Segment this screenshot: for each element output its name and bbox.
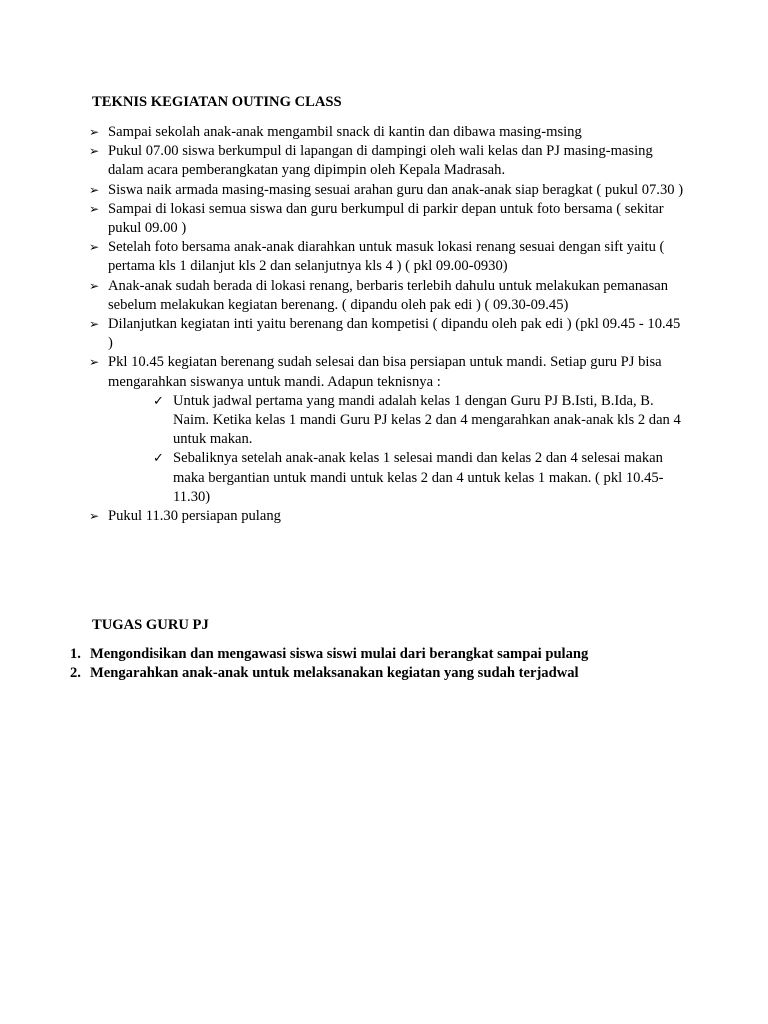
list-item bbox=[88, 277, 688, 315]
substep-text: Untuk jadwal pertama yang mandi adalah kelas 1 dengan Guru PJ B.Isti, B.Ida, B. Naim. Ketika kelas 1 mandi Guru PJ kelas 2 dan 4 mengarahkan anak-anak kls 2 dan 4 untuk makan. bbox=[173, 392, 681, 448]
task-number: 1. bbox=[70, 646, 81, 662]
arrow-bullet-icon: ➢ bbox=[89, 182, 100, 197]
section-heading-tugas: TUGAS GURU PJ bbox=[92, 617, 209, 633]
arrow-bullet-icon: ➢ bbox=[89, 125, 100, 139]
task-text: Mengondisikan dan mengawasi siswa siswi mulai dari berangkat sampai pulang bbox=[90, 646, 589, 662]
arrow-bullet-icon: ➢ bbox=[89, 355, 100, 370]
list-item bbox=[88, 353, 688, 507]
checkmark-bullet-icon: ✓ bbox=[153, 393, 164, 409]
arrow-bullet-icon: ➢ bbox=[89, 144, 100, 159]
list-item bbox=[88, 142, 688, 180]
substep-text: Sebaliknya setelah anak-anak kelas 1 selesai mandi dan kelas 2 dan 4 selesai makan maka bergantian untuk mandi untuk kelas 2 dan 4 untuk kelas 1 makan. ( pkl 10.45-11.30) bbox=[173, 450, 664, 505]
list-item bbox=[88, 200, 688, 238]
list-item bbox=[88, 123, 688, 142]
step-text: Setelah foto bersama anak-anak diarahkan untuk masuk lokasi renang sesuai dengan sift yaitu ( pertama kls 1 dilanjut kls 2 dan selanjutnya kls 4 ) ( pkl 09.00-0930) bbox=[108, 239, 665, 275]
step-text: Sampai sekolah anak-anak mengambil snack di kantin dan dibawa masing-msing bbox=[108, 124, 582, 140]
arrow-bullet-icon: ➢ bbox=[89, 317, 100, 332]
list-item bbox=[70, 664, 690, 683]
step-text: Dilanjutkan kegiatan inti yaitu berenang dan kompetisi ( dipandu oleh pak edi ) (pkl 09.45 - 10.45 ) bbox=[108, 316, 681, 352]
step-text: Pukul 07.00 siswa berkumpul di lapangan di dampingi oleh wali kelas dan PJ masing-masing dalam acara pemberangkatan yang dipimpin oleh Kepala Madrasah. bbox=[108, 143, 653, 179]
activity-steps-list bbox=[88, 123, 688, 526]
step-text: Pkl 10.45 kegiatan berenang sudah selesai dan bisa persiapan untuk mandi. Setiap guru PJ bisa mengarahkan siswanya untuk mandi. Adapun teknisnya : bbox=[108, 354, 662, 390]
list-item bbox=[70, 645, 690, 664]
arrow-bullet-icon: ➢ bbox=[89, 201, 100, 216]
arrow-bullet-icon: ➢ bbox=[89, 509, 100, 524]
arrow-bullet-icon: ➢ bbox=[89, 278, 100, 293]
list-item bbox=[153, 449, 688, 507]
task-number: 2. bbox=[70, 665, 81, 682]
step-text: Pukul 11.30 persiapan pulang bbox=[108, 508, 281, 525]
step-text: Sampai di lokasi semua siswa dan guru berkumpul di parkir depan untuk foto bersama ( sekitar pukul 09.00 ) bbox=[108, 200, 664, 237]
checkmark-bullet-icon: ✓ bbox=[153, 451, 164, 467]
list-item bbox=[88, 181, 688, 200]
step-text: Anak-anak sudah berada di lokasi renang, berbaris terlebih dahulu untuk melakukan pemanasan sebelum melakukan kegiatan berenang. ( dipandu oleh pak edi ) ( 09.30-09.45) bbox=[108, 277, 669, 313]
list-item bbox=[88, 315, 688, 353]
tasks-list bbox=[70, 645, 690, 683]
step-text: Siswa naik armada masing-masing sesuai arahan guru dan anak-anak siap beragkat ( pukul 07.30 ) bbox=[108, 181, 684, 198]
list-item bbox=[88, 238, 688, 276]
mandi-substeps-list bbox=[108, 392, 688, 507]
arrow-bullet-icon: ➢ bbox=[89, 240, 100, 255]
list-item bbox=[88, 507, 688, 526]
task-text: Mengarahkan anak-anak untuk melaksanakan kegiatan yang sudah terjadwal bbox=[90, 665, 579, 682]
section-heading-teknis: TEKNIS KEGIATAN OUTING CLASS bbox=[92, 94, 342, 110]
list-item bbox=[153, 392, 688, 450]
